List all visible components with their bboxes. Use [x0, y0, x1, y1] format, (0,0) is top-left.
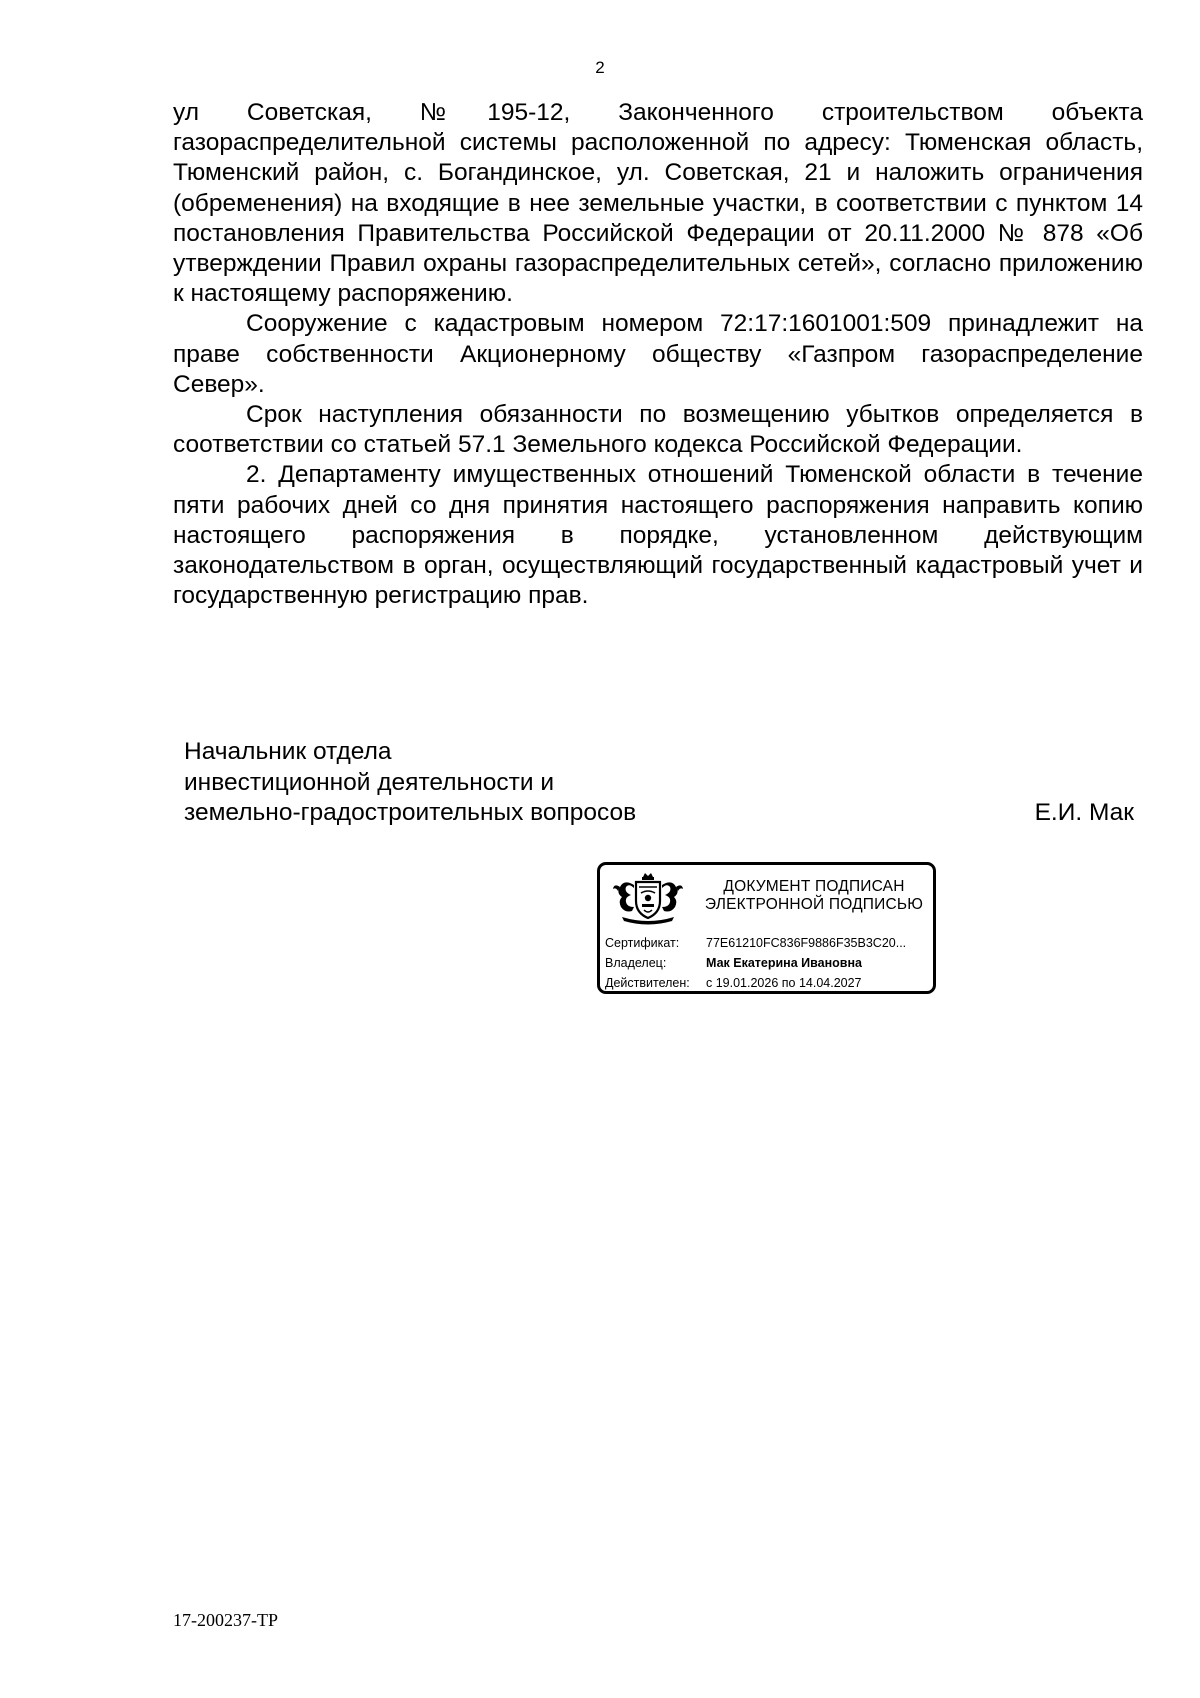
- signer-position-line-2: инвестиционной деятельности и: [184, 768, 555, 796]
- stamp-title-line-1: ДОКУМЕНТ ПОДПИСАН: [723, 878, 905, 895]
- page-number: 2: [595, 58, 605, 77]
- signature-block: [184, 737, 1144, 829]
- owner-value: Мак Екатерина Ивановна: [706, 956, 862, 970]
- certificate-label: Сертификат:: [605, 936, 680, 950]
- document-body: [173, 98, 1143, 611]
- certificate-value: 77E61210FC836F9886F35B3C20...: [706, 936, 907, 950]
- signer-position-line-1: Начальник отдела: [184, 738, 392, 765]
- paragraph-department-order: 2. Департаменту имущественных отношений Тюменской области в течение пяти рабочих дней со дня принятия настоящего распоряжения направить копию настоящего распоряжения в порядке, установленном действующим законодательством в орган, осуществляющий государственный кадастровый учет и государственную регистрацию прав.: [173, 461, 1143, 610]
- electronic-signature-stamp: [597, 862, 936, 994]
- stamp-title: [696, 878, 932, 914]
- paragraph-ownership: Сооружение с кадастровым номером 72:17:1601001:509 принадлежит на праве собственности Акционерному обществу «Газпром газораспределение Север».: [173, 310, 1143, 398]
- stamp-row-validity: [605, 973, 935, 993]
- owner-label: Владелец:: [605, 956, 667, 970]
- paragraph-address: ул Советская, №195-12, Законченного строительством объекта газораспределительной системы расположенной по адресу: Тюменская область, Тюменский район, с. Богандинское, ул. Советская, 21 и наложить ограничения (обременения) на входящие в нее земельные участки, в соответствии с пунктом 14 постановления Правительства Российской Федерации от 20.11.2000 № 878 «Об утверждении Правил охраны газораспределительных сетей», согласно приложению к настоящему распоряжению.: [173, 99, 1143, 308]
- stamp-title-line-2: ЭЛЕКТРОННОЙ ПОДПИСЬЮ: [704, 896, 924, 913]
- valid-value: с 19.01.2026 по 14.04.2027: [706, 976, 862, 990]
- stamp-row-owner: [605, 953, 935, 973]
- stamp-row-certificate: [605, 933, 935, 953]
- valid-label: Действителен:: [605, 976, 690, 990]
- signer-name: Е.И. Мак: [1034, 799, 1134, 826]
- paragraph-compensation: Срок наступления обязанности по возмещению убытков определяется в соответствии со статьей 57.1 Земельного кодекса Российской Федерации.: [173, 401, 1143, 459]
- signer-position-line-3: земельно-градостроительных вопросов: [184, 799, 637, 826]
- stamp-details: [605, 933, 935, 993]
- tyumen-coat-of-arms-icon: [610, 871, 686, 927]
- document-code: 17-200237-ТР: [173, 1610, 278, 1630]
